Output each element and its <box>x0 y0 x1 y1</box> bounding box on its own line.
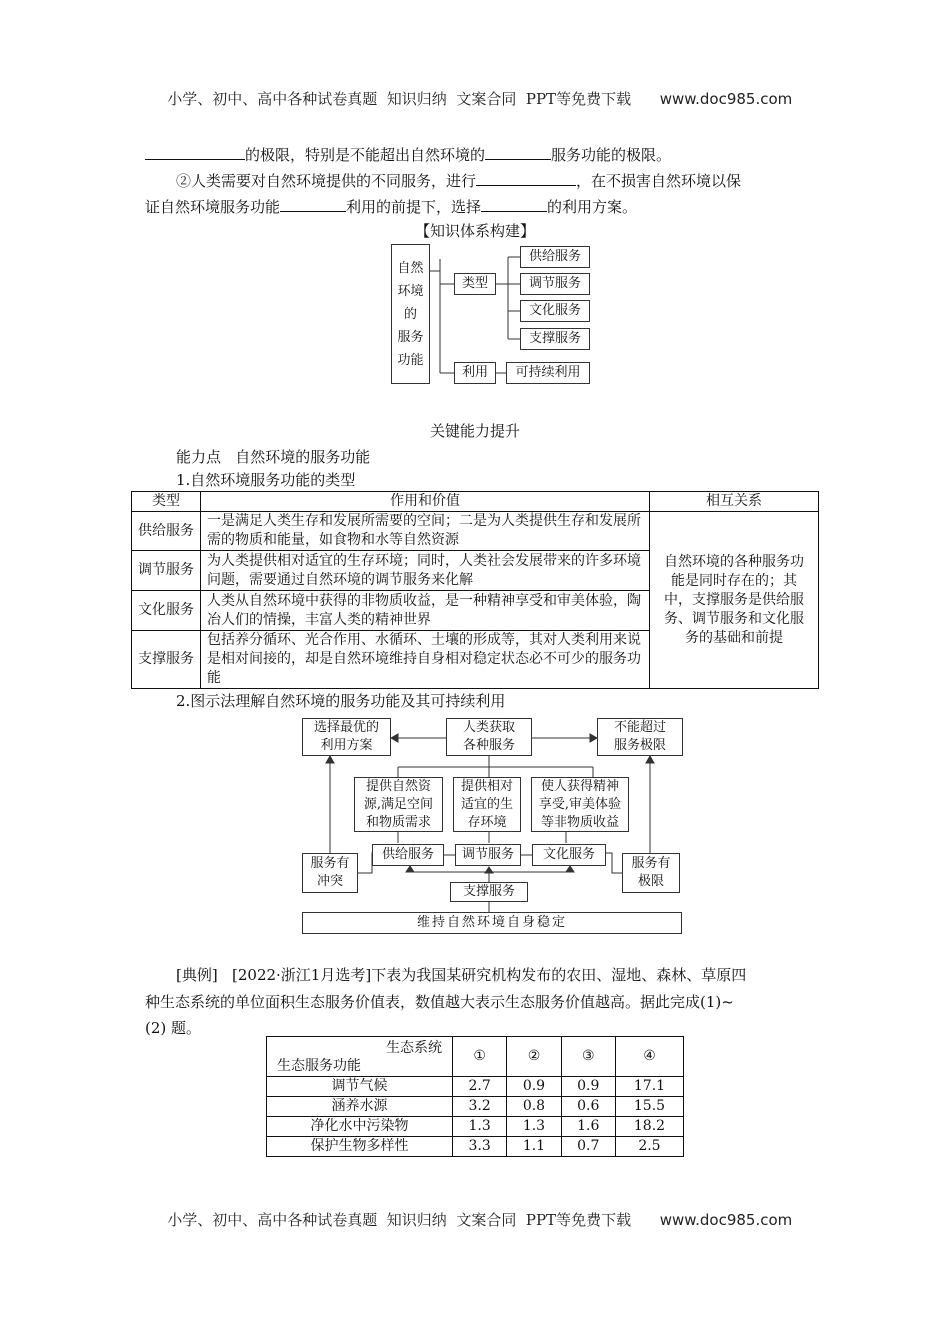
table-row: 涵养水源 3.2 0.8 0.6 15.5 <box>267 1097 684 1117</box>
table-header: ④ <box>615 1037 683 1077</box>
table-row: 净化水中污染物 1.3 1.3 1.6 18.2 <box>267 1117 684 1137</box>
header-text: 小学、初中、高中各种试卷真题 知识归纳 文案合同 PPT等免费下载 <box>167 90 632 108</box>
table-row: 调节服务 为人类提供相对适宜的生存环境；同时，人类社会发展带来的许多环境问题，需要通过自然环境的调节服务来化解 <box>132 551 819 591</box>
box-base-stability: 维持自然环境自身稳定 <box>302 912 682 934</box>
ability-point: 能力点 自然环境的服务功能 <box>176 448 371 466</box>
table-row: 调节气候 2.7 0.9 0.9 17.1 <box>267 1077 684 1097</box>
knowledge-title: 【知识体系构建】 <box>414 222 535 240</box>
section-title: 关键能力提升 <box>429 422 520 440</box>
ecosystem-table <box>266 1036 684 1157</box>
example-line-1: [典例] [2022·浙江1月选考]下表为我国某研究机构发布的农田、湿地、森林、草原四 <box>176 966 747 984</box>
header-url[interactable]: www.doc985.com <box>659 90 793 108</box>
leaf-sustainable: 可持续利用 <box>506 362 590 384</box>
table-row: 文化服务 人类从自然环境中获得的非物质收益，是一种精神享受和审美体验，陶冶人们的情操，丰富人类的精神世界 <box>132 591 819 631</box>
example-line-3: (2) 题。 <box>145 1019 202 1037</box>
intro-line-2: ②人类需要对自然环境提供的不同服务，进行 ，在不损害自然环境以保 <box>176 172 742 190</box>
footer-text: 小学、初中、高中各种试卷真题 知识归纳 文案合同 PPT等免费下载 <box>167 1211 632 1229</box>
box-supply-service: 供给服务 <box>372 844 444 866</box>
intro-line-3: 证自然环境服务功能 利用的前提下，选择 的利用方案。 <box>145 198 638 216</box>
table-header: 作用和价值 <box>201 492 650 512</box>
table-corner: 生态系统 生态服务功能 <box>267 1037 453 1077</box>
box-best-plan: 选择最优的利用方案 <box>302 718 391 756</box>
subheading-2: 2.图示法理解自然环境的服务功能及其可持续利用 <box>176 692 506 710</box>
leaf-regulate: 调节服务 <box>520 273 590 295</box>
table-header: 类型 <box>132 492 201 512</box>
types-table <box>131 491 819 689</box>
table-header: ① <box>453 1037 507 1077</box>
box-conflict: 服务有冲突 <box>302 853 358 893</box>
box-mid-culture: 使人获得精神享受,审美体验等非物质收益 <box>531 777 629 832</box>
table-header: ③ <box>561 1037 615 1077</box>
example-line-2: 种生态系统的单位面积生态服务价值表，数值越大表示生态服务价值越高。据此完成(1)~ <box>145 993 734 1011</box>
branch-type: 类型 <box>454 273 496 295</box>
box-support-service: 支撑服务 <box>450 882 528 902</box>
box-mid-resources: 提供自然资源,满足空间和物质需求 <box>354 777 443 832</box>
intro-line-1: 的极限，特别是不能超出自然环境的 服务功能的极限。 <box>145 143 805 167</box>
box-culture-service: 文化服务 <box>532 844 606 866</box>
subheading-1: 1.自然环境服务功能的类型 <box>176 471 356 489</box>
branch-use: 利用 <box>454 362 496 384</box>
table-header: 相互关系 <box>650 492 819 512</box>
table-header: ② <box>507 1037 561 1077</box>
box-human-obtain: 人类获取各种服务 <box>446 718 532 756</box>
table-row: 支撑服务 包括养分循环、光合作用、水循环、土壤的形成等，其对人类利用来说是相对间接的，却是自然环境维持自身相对稳定状态必不可少的服务功能 <box>132 631 819 689</box>
leaf-culture: 文化服务 <box>520 300 590 322</box>
box-not-exceed: 不能超过服务极限 <box>597 718 683 756</box>
box-limit: 服务有极限 <box>622 853 680 893</box>
knowledge-root: 自然 环境 的 服务 功能 <box>391 244 430 384</box>
table-row: 保护生物多样性 3.3 1.1 0.7 2.5 <box>267 1137 684 1157</box>
box-regulate-service: 调节服务 <box>455 844 521 866</box>
leaf-support: 支撑服务 <box>520 328 590 350</box>
page-footer <box>0 1191 950 1230</box>
relation-cell: 自然环境的各种服务功能是同时存在的；其中，支撑服务是供给服务、调节服务和文化服务的基础和前提 <box>650 512 819 689</box>
box-mid-environment: 提供相对适宜的生存环境 <box>453 777 521 832</box>
leaf-supply: 供给服务 <box>520 246 590 268</box>
table-row: 供给服务 一是满足人类生存和发展所需要的空间；二是为人类提供生存和发展所需的物质和能量，如食物和水等自然资源 自然环境的各种服务功能是同时存在的；其中，支撑服务是供给服务、调节服务和文化服务的基础和前提 <box>132 512 819 551</box>
footer-url[interactable]: www.doc985.com <box>659 1211 793 1229</box>
